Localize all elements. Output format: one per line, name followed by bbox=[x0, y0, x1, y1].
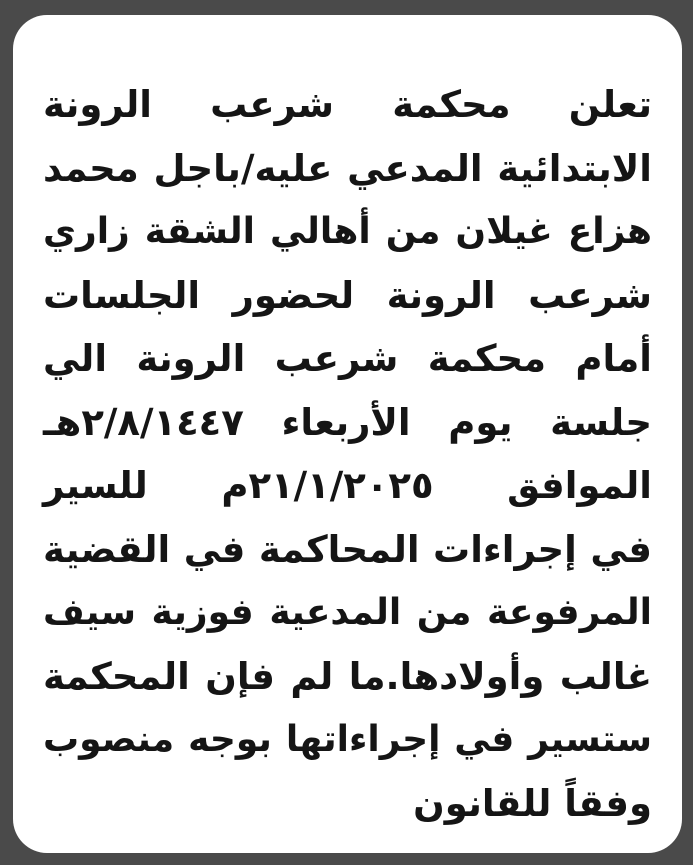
notice-line-last: وفقاً للقانون bbox=[413, 781, 652, 825]
notice-line: تعلن محكمة شرعب الرونة bbox=[43, 83, 652, 126]
notice-line: أمام محكمة شرعب الرونة الي bbox=[43, 337, 652, 380]
notice-line: غالب وأولادها.ما لم فإن المحكمة bbox=[43, 654, 652, 698]
notice-line: المرفوعة من المدعية فوزية سيف bbox=[43, 592, 652, 633]
notice-line: في إجراءات المحاكمة في القضية bbox=[43, 527, 652, 571]
notice-line: الموافق ٢١/١/٢٠٢٥م للسير bbox=[43, 464, 652, 507]
notice-line: الابتدائية المدعي عليه/باجل محمد bbox=[43, 146, 652, 190]
notice-card bbox=[13, 15, 682, 853]
notice-line: جلسة يوم الأربعاء ٢/٨/١٤٤٧هـ bbox=[43, 400, 652, 444]
notice-line: شرعب الرونة لحضور الجلسات bbox=[43, 273, 652, 317]
notice-line: ستسير في إجراءاتها بوجه منصوب bbox=[43, 719, 652, 760]
notice-line: هزاع غيلان من أهالي الشقة زاري bbox=[43, 211, 652, 252]
notice-text bbox=[43, 73, 652, 835]
